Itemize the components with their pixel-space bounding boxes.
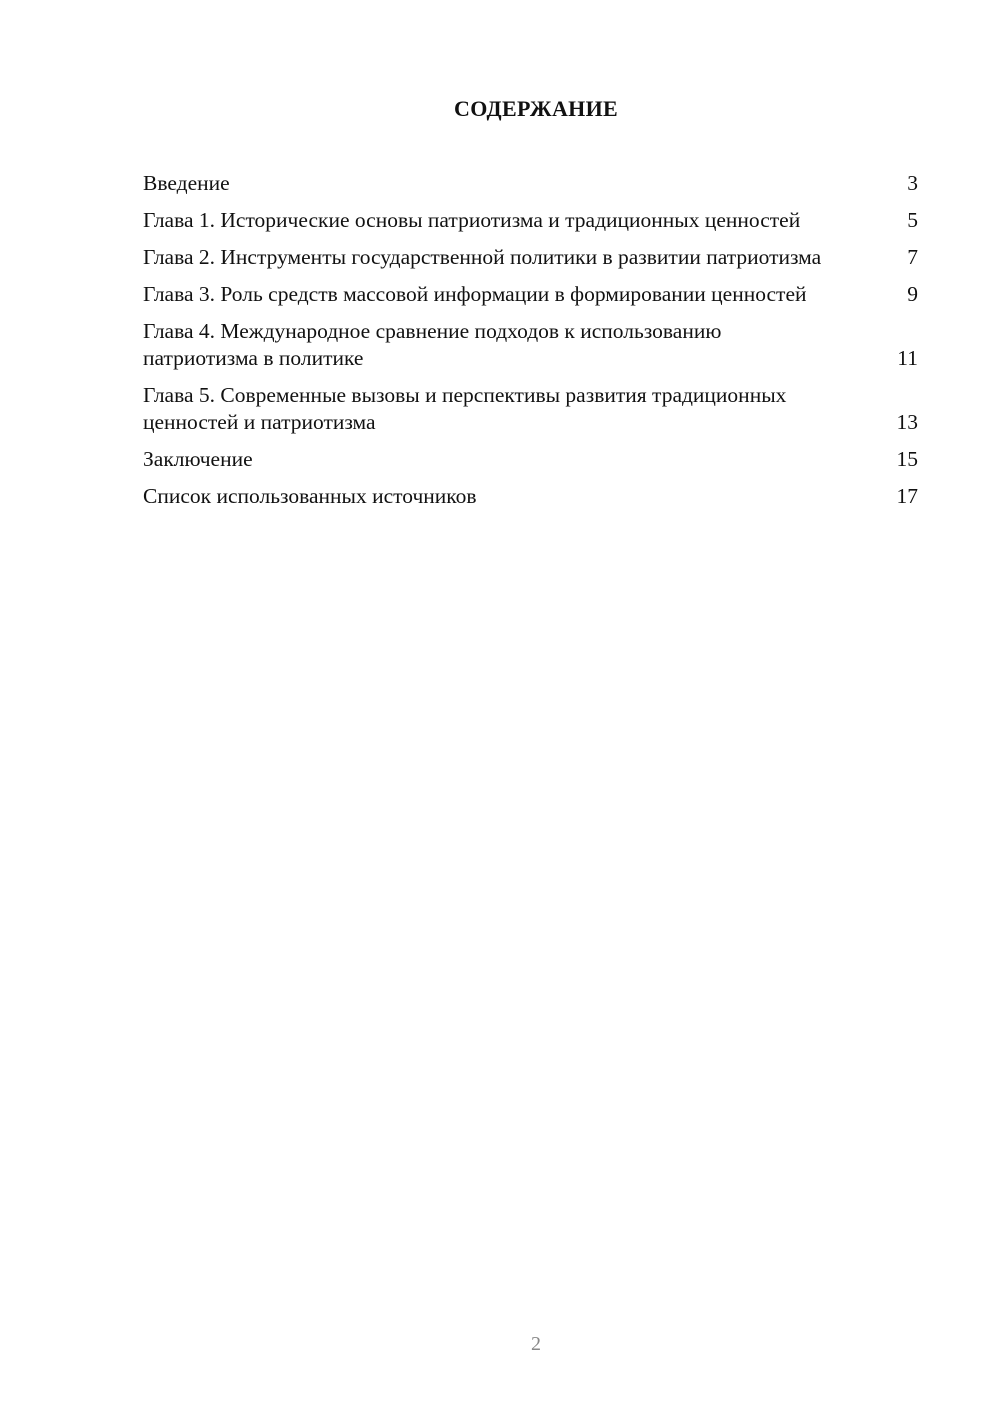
- toc-entry-page: 11: [897, 346, 918, 370]
- toc-entry-title: Введение: [143, 171, 230, 195]
- toc-entry-chapter-2: [143, 244, 918, 271]
- toc-entry-conclusion: [143, 446, 918, 473]
- toc-entry-chapter-3: [143, 281, 918, 308]
- page-number: 2: [531, 1333, 541, 1355]
- toc-entry-page: 13: [896, 410, 918, 434]
- toc-entry-chapter-1: [143, 207, 918, 234]
- toc-entry-chapter-4: [143, 318, 918, 372]
- toc-entry-title: Глава 2. Инструменты государственной политики в развитии патриотизма: [143, 245, 822, 269]
- toc-entry-title: Заключение: [143, 447, 253, 471]
- toc-entry-references: [143, 483, 918, 510]
- toc-entry-page: 3: [907, 171, 918, 195]
- toc-entry-page: 5: [907, 208, 918, 232]
- toc-entry-page: 15: [896, 447, 918, 471]
- toc-entry-title: Список использованных источников: [143, 484, 477, 508]
- toc-entry-chapter-5: [143, 382, 918, 436]
- toc-entry-title: Глава 4. Международное сравнение подходов к использованию патриотизма в политике: [143, 319, 722, 370]
- toc-entry-title: Глава 1. Исторические основы патриотизма и традиционных ценностей: [143, 208, 801, 232]
- toc-entry-title: Глава 3. Роль средств массовой информации в формировании ценностей: [143, 282, 807, 306]
- toc-entry-introduction: [143, 170, 918, 197]
- toc-entry-page: 9: [907, 282, 918, 306]
- toc-entry-title: Глава 5. Современные вызовы и перспективы развития традиционных ценностей и патриотизма: [143, 383, 787, 434]
- toc-entry-page: 17: [896, 484, 918, 508]
- table-of-contents: [143, 170, 918, 520]
- page-title: СОДЕРЖАНИЕ: [454, 96, 618, 121]
- toc-entry-page: 7: [907, 245, 918, 269]
